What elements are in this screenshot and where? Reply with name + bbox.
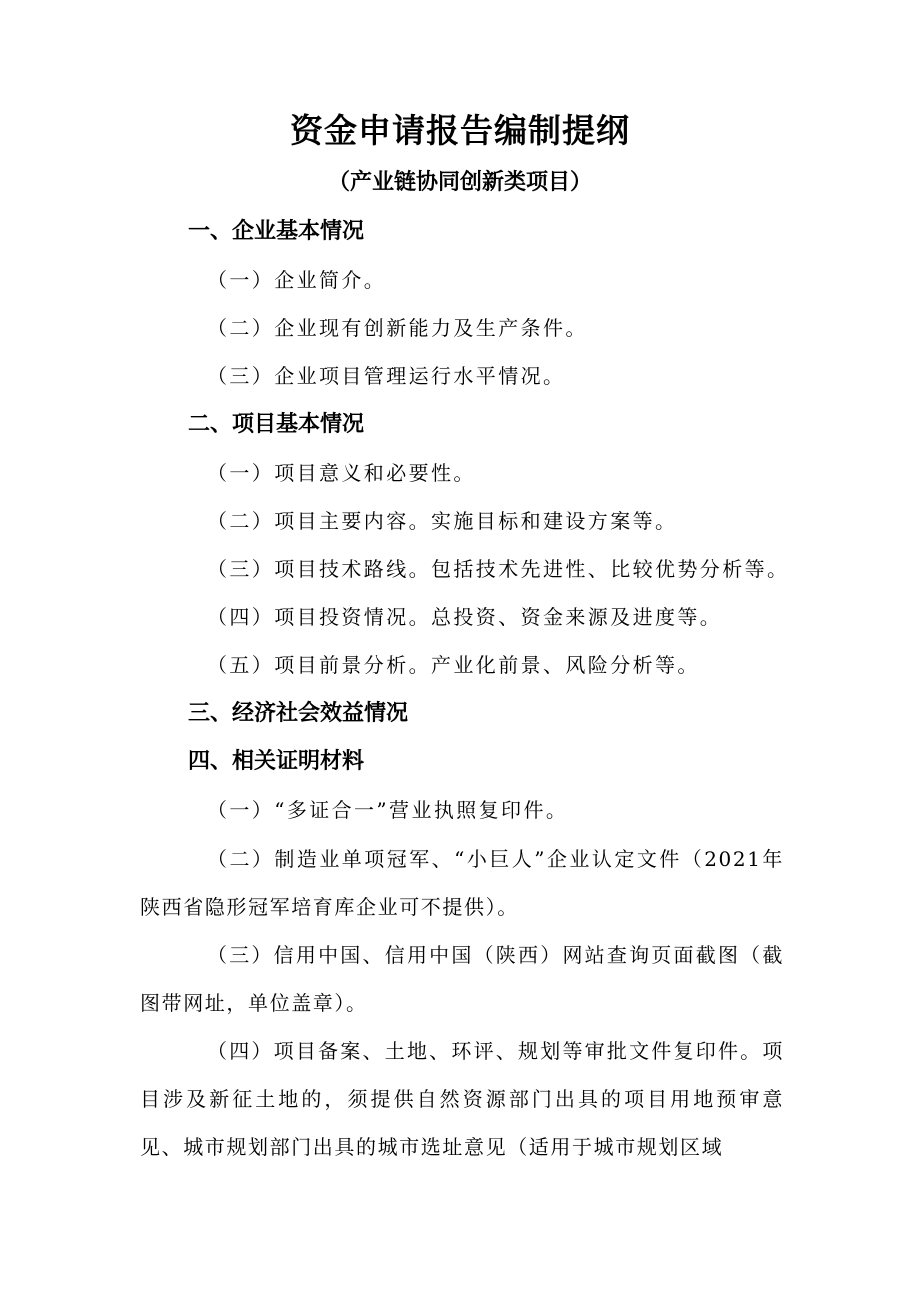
section-4-item-4: （四）项目备案、土地、环评、规划等审批文件复印件。项目涉及新征土地的，须提供自然资源部门出具的项目用地预审意见、城市规划部门出具的城市选址意见（适用于城市规划区域	[140, 1039, 784, 1159]
section-heading-1: 一、企业基本情况	[188, 219, 365, 244]
section-4-item-2: （二）制造业单项冠军、“小巨人”企业认定文件（2021年陕西省隐形冠军培育库企业可不提供）。	[140, 847, 784, 919]
document-subtitle: （产业链协同创新类项目）	[327, 170, 592, 195]
document-title: 资金申请报告编制提纲	[290, 111, 630, 150]
section-1-item-2: （二）企业现有创新能力及生产条件。	[207, 316, 588, 340]
section-2-item-5: （五）项目前景分析。产业化前景、风险分析等。	[207, 653, 700, 677]
section-1-item-3: （三）企业项目管理运行水平情况。	[207, 364, 566, 388]
section-4-item-3: （三）信用中国、信用中国（陕西）网站查询页面截图（截图带网址，单位盖章）。	[140, 943, 784, 1015]
section-heading-3: 三、经济社会效益情况	[188, 701, 409, 726]
section-heading-2: 二、项目基本情况	[188, 412, 365, 437]
section-2-item-1: （一）项目意义和必要性。	[207, 461, 476, 485]
section-2-item-3: （三）项目技术路线。包括技术先进性、比较优势分析等。	[207, 557, 790, 581]
section-heading-4: 四、相关证明材料	[188, 749, 365, 774]
section-2-item-4: （四）项目投资情况。总投资、资金来源及进度等。	[207, 605, 723, 629]
section-1-item-1: （一）企业简介。	[207, 268, 387, 292]
section-2-item-2: （二）项目主要内容。实施目标和建设方案等。	[207, 509, 678, 533]
section-4-item-1: （一）“多证合一”营业执照复印件。	[207, 798, 569, 822]
